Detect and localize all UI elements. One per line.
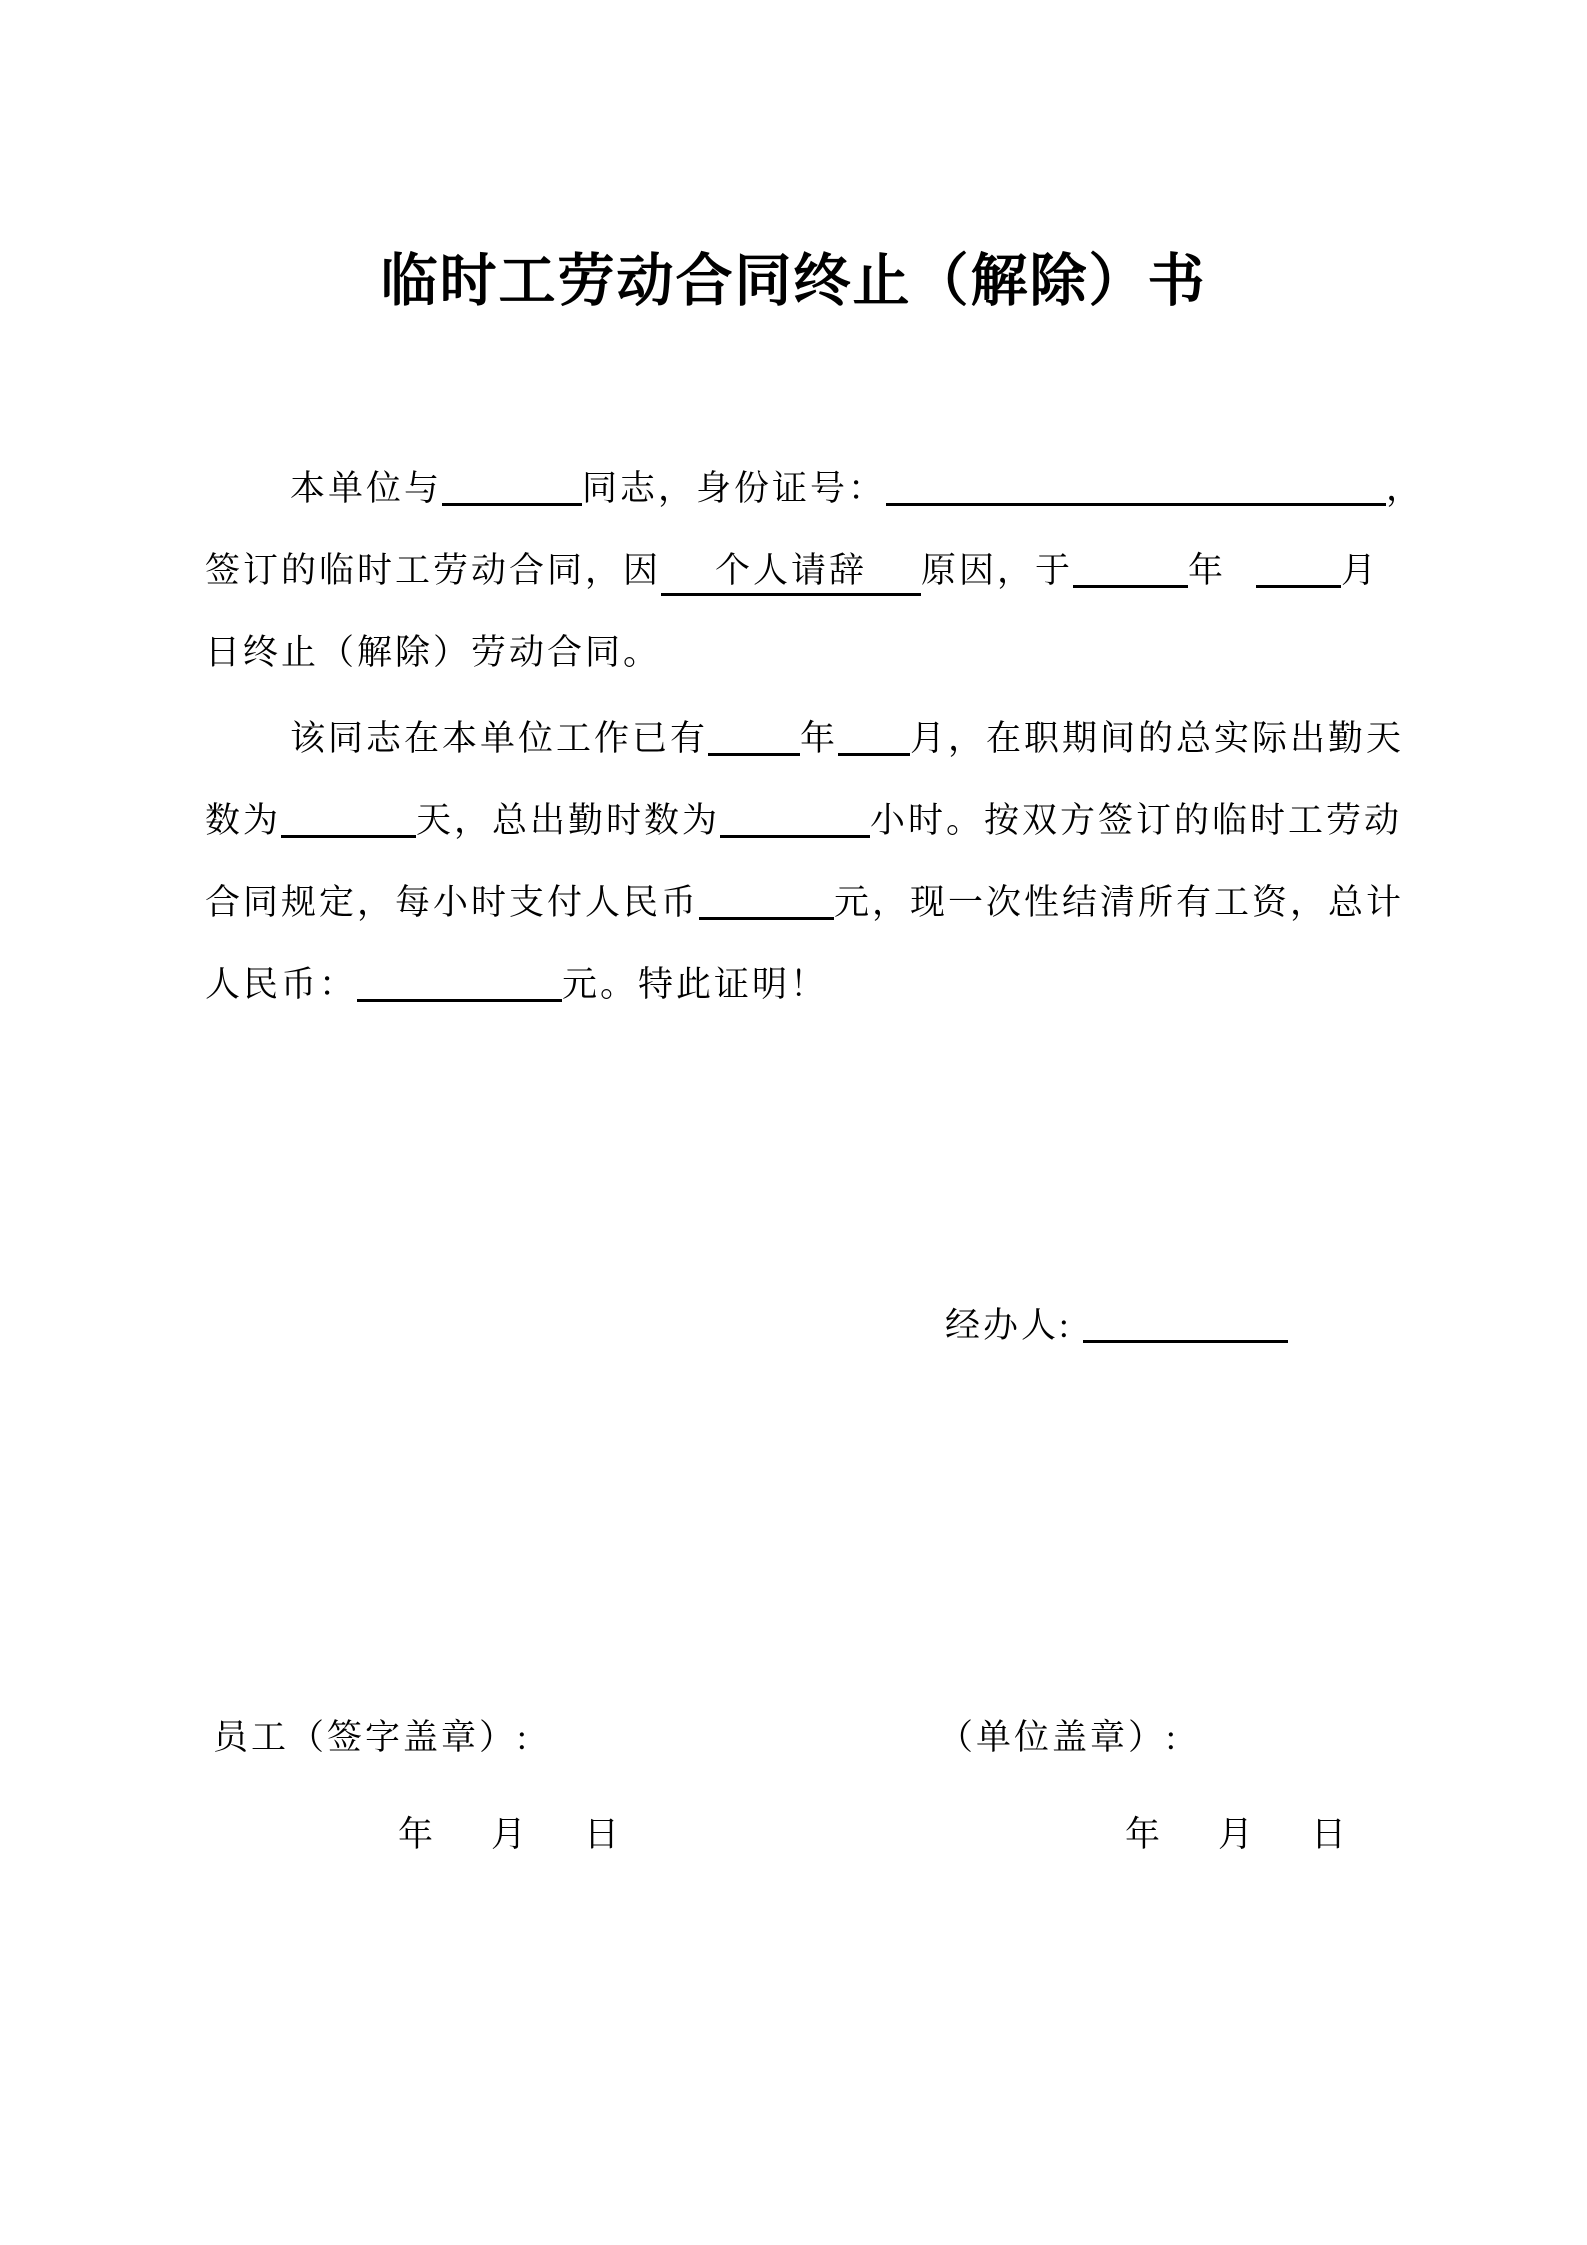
company-date-line <box>1125 1807 1346 1857</box>
months-worked-blank-field <box>838 753 910 756</box>
text-run: 月 <box>1341 551 1380 590</box>
paragraph1-line2 <box>205 530 1447 612</box>
paragraph2-line1 <box>205 698 1447 780</box>
id-number-blank-field <box>886 503 1386 506</box>
document-title: 临时工劳动合同终止（解除）书 <box>380 250 1207 313</box>
year-label: 年 <box>1125 1815 1161 1854</box>
attendance-days-blank-field <box>281 835 416 838</box>
day-label: 日 <box>1311 1815 1347 1854</box>
paragraph2-line2 <box>205 780 1447 862</box>
attendance-hours-blank-field <box>720 835 870 838</box>
text-run: 该同志在本单位工作已有 <box>290 719 709 758</box>
text-run: 年 <box>800 719 839 758</box>
paragraph-1 <box>205 448 1447 694</box>
termination-month-blank-field <box>1256 585 1341 588</box>
handler-line <box>945 1298 1288 1348</box>
years-worked-blank-field <box>708 753 800 756</box>
paragraph1-line3 <box>205 612 1447 694</box>
termination-year-blank-field <box>1073 585 1188 588</box>
text-run: 同志，身份证号： <box>582 469 887 508</box>
handler-signature-blank-field <box>1083 1340 1288 1343</box>
text-run: 小时。按双方签订的临时工劳动 <box>870 801 1403 840</box>
text-run: 元。特此证明！ <box>562 965 829 1004</box>
employee-name-blank-field <box>442 503 582 506</box>
text-run: 人民币： <box>205 965 358 1004</box>
day-label: 日 <box>584 1815 620 1854</box>
text-run: 日终止（解除）劳动合同。 <box>205 633 662 672</box>
text-run: 签订的临时工劳动合同，因 <box>205 551 662 590</box>
employee-signature-label: 员工（签字盖章）: <box>213 1718 530 1757</box>
text-run: 数为 <box>205 801 282 840</box>
paragraph-2 <box>205 698 1447 1026</box>
termination-reason-blank-field: 个人请辞 <box>661 543 921 596</box>
text-run: 原因，于 <box>921 551 1074 590</box>
text-run: 合同规定，每小时支付人民币 <box>205 883 700 922</box>
paragraph2-line4 <box>205 944 1447 1026</box>
text-run: 天，总出勤时数为 <box>416 801 721 840</box>
company-seal-label: （单位盖章）: <box>938 1718 1179 1757</box>
hourly-rate-blank-field <box>699 917 834 920</box>
handler-label: 经办人: <box>945 1306 1072 1345</box>
total-amount-blank-field <box>357 999 562 1002</box>
employee-date-line <box>398 1807 619 1857</box>
text-run: 元，现一次性结清所有工资，总计 <box>834 883 1405 922</box>
text-run: ， <box>1386 469 1425 508</box>
year-label: 年 <box>398 1815 434 1854</box>
text-run: 年 <box>1188 551 1227 590</box>
paragraph1-line1 <box>205 448 1447 530</box>
text-run: 月，在职期间的总实际出勤天 <box>910 719 1405 758</box>
month-label: 月 <box>1218 1815 1254 1854</box>
text-run: 本单位与 <box>290 469 443 508</box>
month-label: 月 <box>491 1815 527 1854</box>
paragraph2-line3 <box>205 862 1447 944</box>
